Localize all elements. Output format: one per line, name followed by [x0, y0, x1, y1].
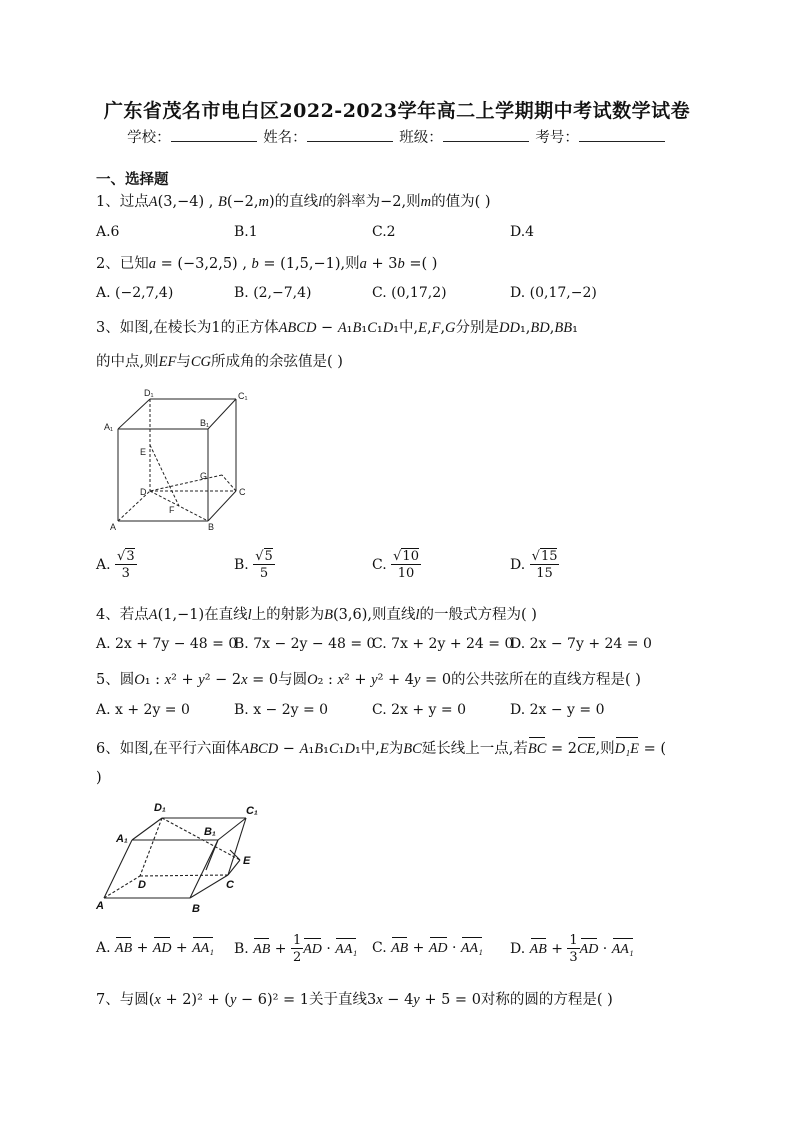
q4-option-d: D. 2x − 7y + 24 = 0	[510, 636, 652, 652]
fig6-label-b1: B₁	[204, 826, 216, 838]
class-blank	[443, 128, 529, 142]
q3-option-c: C. $\frac{√10}{10}$	[372, 549, 419, 581]
question-2: 2、已知a = (−3,2,5) , b = (1,5,−1),则a + 3b =( )	[96, 256, 438, 272]
fig3-label-b1: B₁	[200, 418, 210, 428]
fig6-label-a: A	[96, 900, 104, 912]
q3-option-d: D. $\frac{√15}{15}$	[510, 549, 558, 581]
fig3-label-b: B	[208, 522, 215, 532]
q6-option-b: B. AB + $\frac{1}{2}$ AD · AA₁	[234, 933, 358, 965]
parallelepiped-figure	[94, 798, 264, 920]
q4-option-c: C. 7x + 2y + 24 = 0	[372, 636, 514, 652]
fig3-label-d: D	[140, 487, 147, 497]
fig6-label-a1: A₁	[116, 833, 128, 845]
student-info-line	[0, 126, 794, 147]
name-blank	[307, 128, 393, 142]
fig3-label-f: F	[169, 505, 175, 515]
q2-option-b: B. (2,−7,4)	[234, 285, 312, 301]
fig6-label-e: E	[243, 855, 251, 867]
q1-option-c: C.2	[372, 224, 396, 240]
q1-option-a: A.6	[96, 224, 120, 240]
q6-option-a: A. AB + AD + AA₁	[96, 940, 215, 956]
fig6-label-c: C	[226, 879, 234, 891]
question-3-line2: 的中点,则EF与CG所成角的余弦值是( )	[96, 354, 343, 370]
q2-option-c: C. (0,17,2)	[372, 285, 447, 301]
question-6: 6、如图,在平行六面体ABCD − A₁B₁C₁D₁中,E为BC延长线上一点,若BC = 2CE,则D₁E = (	[96, 741, 667, 757]
q5-option-c: C. 2x + y = 0	[372, 702, 466, 718]
question-1: 1、过点A(3,−4) , B(−2,m)的直线l的斜率为−2,则m的值为( )	[96, 194, 491, 210]
q1-option-d: D.4	[510, 224, 535, 240]
cube-figure	[100, 385, 260, 535]
fig6-label-d: D	[138, 879, 146, 891]
fig3-label-a: A	[110, 522, 117, 532]
q5-option-d: D. 2x − y = 0	[510, 702, 605, 718]
q4-option-b: B. 7x − 2y − 48 = 0	[234, 636, 376, 652]
fig6-label-b: B	[192, 903, 200, 915]
q5-option-b: B. x − 2y = 0	[234, 702, 329, 718]
question-7: 7、与圆(x + 2)² + (y − 6)² = 1关于直线3x − 4y + 5 = 0对称的圆的方程是( )	[96, 992, 613, 1008]
question-4: 4、若点A(1,−1)在直线l上的射影为B(3,6),则直线l的一般式方程为( )	[96, 607, 537, 623]
q5-option-a: A. x + 2y = 0	[96, 702, 190, 718]
q3-option-b: B. $\frac{√5}{5}$	[234, 549, 273, 581]
fig3-label-g: G	[200, 471, 208, 481]
q1-option-b: B.1	[234, 224, 258, 240]
number-blank	[579, 128, 665, 142]
class-label: 班级：	[399, 130, 443, 146]
fig3-label-d1: D₁	[144, 388, 154, 398]
fig3-label-c: C	[239, 487, 246, 497]
section-heading: 一、选择题	[96, 171, 169, 188]
q2-option-a: A. (−2,7,4)	[96, 285, 174, 301]
name-label: 姓名：	[263, 130, 307, 146]
fig3-label-c1: C₁	[238, 391, 248, 401]
question-6-close: )	[96, 770, 102, 786]
q6-option-c: C. AB + AD · AA₁	[372, 940, 483, 956]
number-label: 考号：	[535, 130, 579, 146]
q3-option-a: A. $\frac{√3}{3}$	[96, 549, 135, 581]
fig6-label-d1: D₁	[154, 802, 166, 814]
q4-option-a: A. 2x + 7y − 48 = 0	[96, 636, 238, 652]
q6-option-d: D. AB + $\frac{1}{3}$ AD · AA₁	[510, 933, 634, 965]
question-5: 5、圆O₁ : x² + y² − 2x = 0与圆O₂ : x² + y² + 4y = 0的公共弦所在的直线方程是( )	[96, 672, 641, 688]
school-blank	[171, 128, 257, 142]
fig6-label-c1: C₁	[246, 805, 258, 817]
fig3-label-e: E	[140, 447, 147, 457]
fig3-label-a1: A₁	[104, 422, 114, 432]
school-label: 学校：	[127, 130, 171, 146]
q2-option-d: D. (0,17,−2)	[510, 285, 597, 301]
question-3: 3、如图,在棱长为1的正方体ABCD − A₁B₁C₁D₁中,E,F,G分别是DD₁,BD,BB₁	[96, 320, 578, 336]
page-title: 广东省茂名市电白区2022-2023学年高二上学期期中考试数学试卷	[103, 100, 691, 122]
